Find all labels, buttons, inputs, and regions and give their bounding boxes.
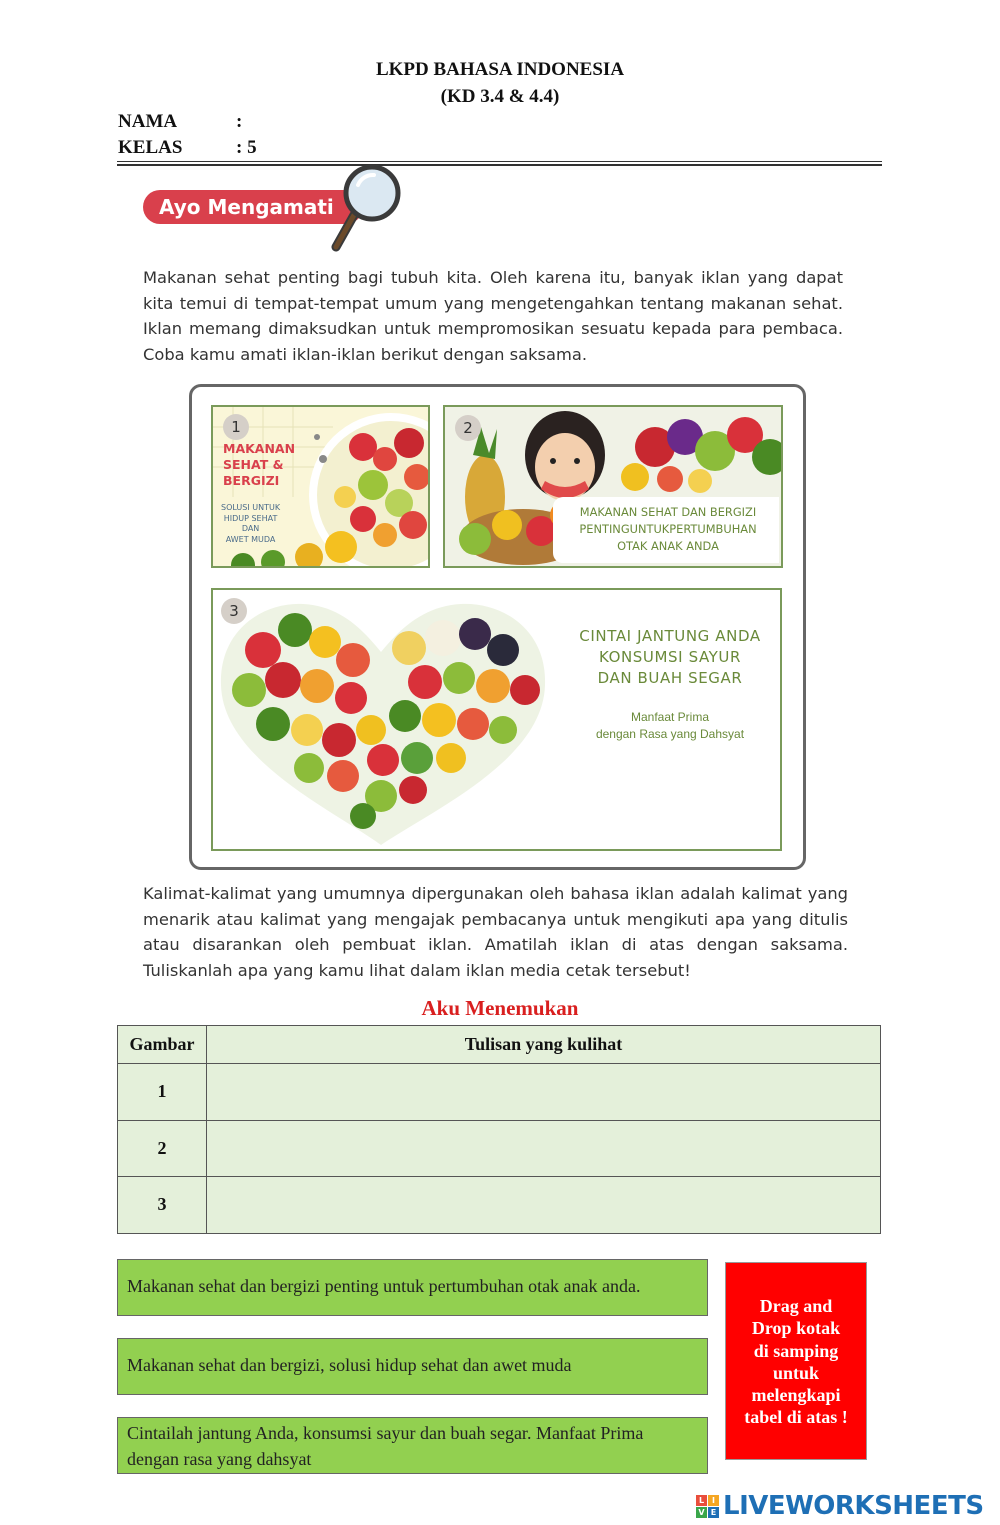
ayo-mengamati-banner: Ayo Mengamati — [143, 190, 363, 224]
column-header-tulisan: Tulisan yang kulihat — [207, 1026, 881, 1064]
worksheet-title: LKPD BAHASA INDONESIA — [375, 59, 625, 80]
kelas-field — [118, 137, 257, 159]
section-title: Aku Menemukan — [421, 996, 579, 1020]
nama-value: : — [236, 111, 243, 132]
ad-1-number-badge: 1 — [223, 414, 249, 440]
drag-instruction-box: Drag and Drop kotak di samping untuk melengkapi tabel di atas ! — [725, 1262, 867, 1460]
intro-paragraph: Makanan sehat penting bagi tubuh kita. Oleh karena itu, banyak iklan yang dapat kita temui di tempat-tempat umum yang mengetengahkan tentang makanan sehat. Iklan memang dimaksudkan untuk mempromosikan sesuatu kepada para pembaca. Coba kamu amati iklan-iklan berikut dengan saksama. — [143, 268, 843, 364]
header-divider-thick — [117, 164, 882, 166]
ad-1-title: MAKANAN SEHAT & BERGIZI — [223, 441, 296, 488]
drop-zone-2[interactable] — [207, 1120, 881, 1177]
kelas-value: : 5 — [236, 137, 257, 158]
logo-letter: V — [696, 1507, 707, 1518]
table-row — [118, 1177, 881, 1234]
ad-3 — [211, 588, 782, 851]
brand-name: LIVEWORKSHEETS — [723, 1491, 984, 1521]
drag-item-3[interactable]: Cintailah jantung Anda, konsumsi sayur dan buah segar. Manfaat Prima dengan rasa yang dahsyat — [117, 1417, 708, 1474]
drop-zone-1[interactable] — [207, 1064, 881, 1121]
row-number: 1 — [118, 1064, 207, 1121]
instruction-paragraph: Kalimat-kalimat yang umumnya dipergunakan oleh bahasa iklan adalah kalimat yang menarik atau kalimat yang mengajak pembacanya untuk mengikuti apa yang ditulis atau disarankan oleh pembuat iklan. Amatilah iklan di atas dengan saksama. Tuliskanlah apa yang kamu lihat dalam iklan media cetak tersebut! — [143, 884, 848, 980]
drop-zone-3[interactable] — [207, 1177, 881, 1234]
nama-field — [118, 111, 242, 133]
ad-2 — [443, 405, 783, 568]
header-divider — [117, 161, 882, 162]
drag-item-1[interactable]: Makanan sehat dan bergizi penting untuk pertumbuhan otak anak anda. — [117, 1259, 708, 1316]
ad-1-subtitle: SOLUSI UNTUK HIDUP SEHAT DAN AWET MUDA — [221, 503, 281, 544]
answer-table — [117, 1025, 881, 1234]
logo-letter: E — [708, 1507, 719, 1518]
table-row — [118, 1064, 881, 1121]
kelas-label: KELAS — [118, 137, 183, 158]
table-header-row — [118, 1026, 881, 1064]
column-header-gambar: Gambar — [118, 1026, 207, 1064]
worksheet-subtitle: (KD 3.4 & 4.4) — [440, 86, 560, 107]
liveworksheets-brand — [696, 1488, 984, 1524]
table-row — [118, 1120, 881, 1177]
liveworksheets-logo-icon — [696, 1495, 719, 1518]
ad-2-text: MAKANAN SEHAT DAN BERGIZI PENTINGUNTUKPERTUMBUHAN OTAK ANAK ANDA — [579, 505, 757, 553]
row-number: 2 — [118, 1120, 207, 1177]
ad-1 — [211, 405, 430, 568]
logo-letter: I — [708, 1495, 719, 1506]
ad-3-number-badge: 3 — [221, 598, 247, 624]
nama-label: NAMA — [118, 111, 178, 132]
logo-letter: L — [696, 1495, 707, 1506]
row-number: 3 — [118, 1177, 207, 1234]
ad-2-number-badge: 2 — [455, 415, 481, 441]
magnifier-icon — [330, 163, 402, 253]
ad-3-heart-vegetables-image — [213, 590, 553, 851]
ad-3-title: CINTAI JANTUNG ANDA KONSUMSI SAYUR DAN BUAH SEGAR — [579, 627, 761, 687]
ad-3-subtitle: Manfaat Prima dengan Rasa yang Dahsyat — [595, 710, 745, 741]
drag-item-2[interactable]: Makanan sehat dan bergizi, solusi hidup sehat dan awet muda — [117, 1338, 708, 1395]
